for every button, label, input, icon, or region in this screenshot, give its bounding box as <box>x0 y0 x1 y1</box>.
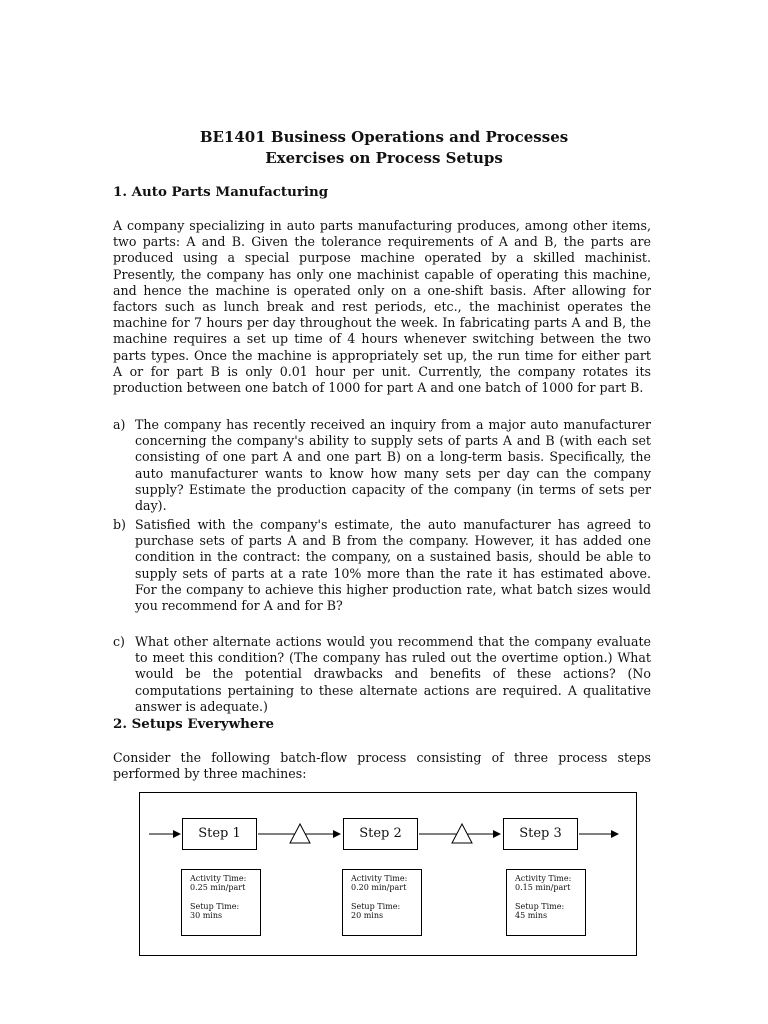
setup-label: Setup Time: <box>351 902 401 911</box>
section-1-heading: 1. Auto Parts Manufacturing <box>113 184 329 200</box>
step-2-info <box>342 869 422 936</box>
step-1-box: Step 1 <box>182 818 257 850</box>
process-flow-diagram <box>139 792 637 956</box>
question-a <box>113 417 651 514</box>
question-text: What other alternate actions would you recommend that the company evaluate to meet this condition? (The company has ruled out the overtime option.) What would be the potential drawbacks and benefits of these actions? (No computations pertaining to these alternate actions are required. A qualitative answer is adequate.) <box>135 634 651 714</box>
activity-value: 0.15 min/part <box>515 883 571 892</box>
document-title: BE1401 Business Operations and Processes <box>199 128 569 146</box>
question-label: c) <box>113 634 125 649</box>
question-text: The company has recently received an inquiry from a major auto manufacturer concerning the company's ability to supply sets of parts A and B (with each set consisting of one part A and one part B) on a long-term basis. Specifically, the auto manufacturer wants to know how many sets per day can the company supply? Estimate the production capacity of the company (in terms of sets per day). <box>135 417 651 514</box>
setup-label: Setup Time: <box>515 902 565 911</box>
setup-value: 20 mins <box>351 911 384 920</box>
step-3-info <box>506 869 586 936</box>
document-subtitle: Exercises on Process Setups <box>265 149 503 167</box>
section-1-intro: A company specializing in auto parts manufacturing produces, among other items, two parts: A and B. Given the tolerance requirements of A and B, the parts are produced using a special purpose machine operated by a skilled machinist. Presently, the company has only one machinist capable of operating this machine, and hence the machine is operated only on a one-shift basis. After allowing for factors such as lunch break and rest periods, etc., the machinist operates the machine for 7 hours per day throughout the week. In fabricating parts A and B, the machine requires a set up time of 4 hours whenever switching between the two parts types. Once the machine is appropriately set up, the run time for either part A or for part B is only 0.01 hour per unit. Currently, the company rotates its production between one batch of 1000 for part A and one batch of 1000 for part B. <box>113 218 651 396</box>
activity-label: Activity Time: <box>190 874 247 883</box>
activity-value: 0.20 min/part <box>351 883 407 892</box>
question-label: b) <box>113 517 126 532</box>
question-text: Satisfied with the company's estimate, the auto manufacturer has agreed to purchase sets of parts A and B from the company. However, it has added one condition in the contract: the company, on a sustained basis, should be able to supply sets of parts at a rate 10% more than the rate it has estimated above. For the company to achieve this higher production rate, what batch sizes would you recommend for A and for B? <box>135 517 651 614</box>
section-2-heading: 2. Setups Everywhere <box>113 716 275 732</box>
activity-label: Activity Time: <box>515 874 572 883</box>
step-2-box: Step 2 <box>343 818 418 850</box>
setup-value: 45 mins <box>515 911 548 920</box>
setup-label: Setup Time: <box>190 902 240 911</box>
step-3-box: Step 3 <box>503 818 578 850</box>
step-1-info <box>181 869 261 936</box>
question-c <box>113 634 651 715</box>
question-b <box>113 517 651 614</box>
setup-value: 30 mins <box>190 911 223 920</box>
activity-label: Activity Time: <box>351 874 408 883</box>
activity-value: 0.25 min/part <box>190 883 246 892</box>
question-label: a) <box>113 417 126 432</box>
section-2-intro: Consider the following batch-flow process consisting of three process steps performed by three machines: <box>113 750 651 782</box>
